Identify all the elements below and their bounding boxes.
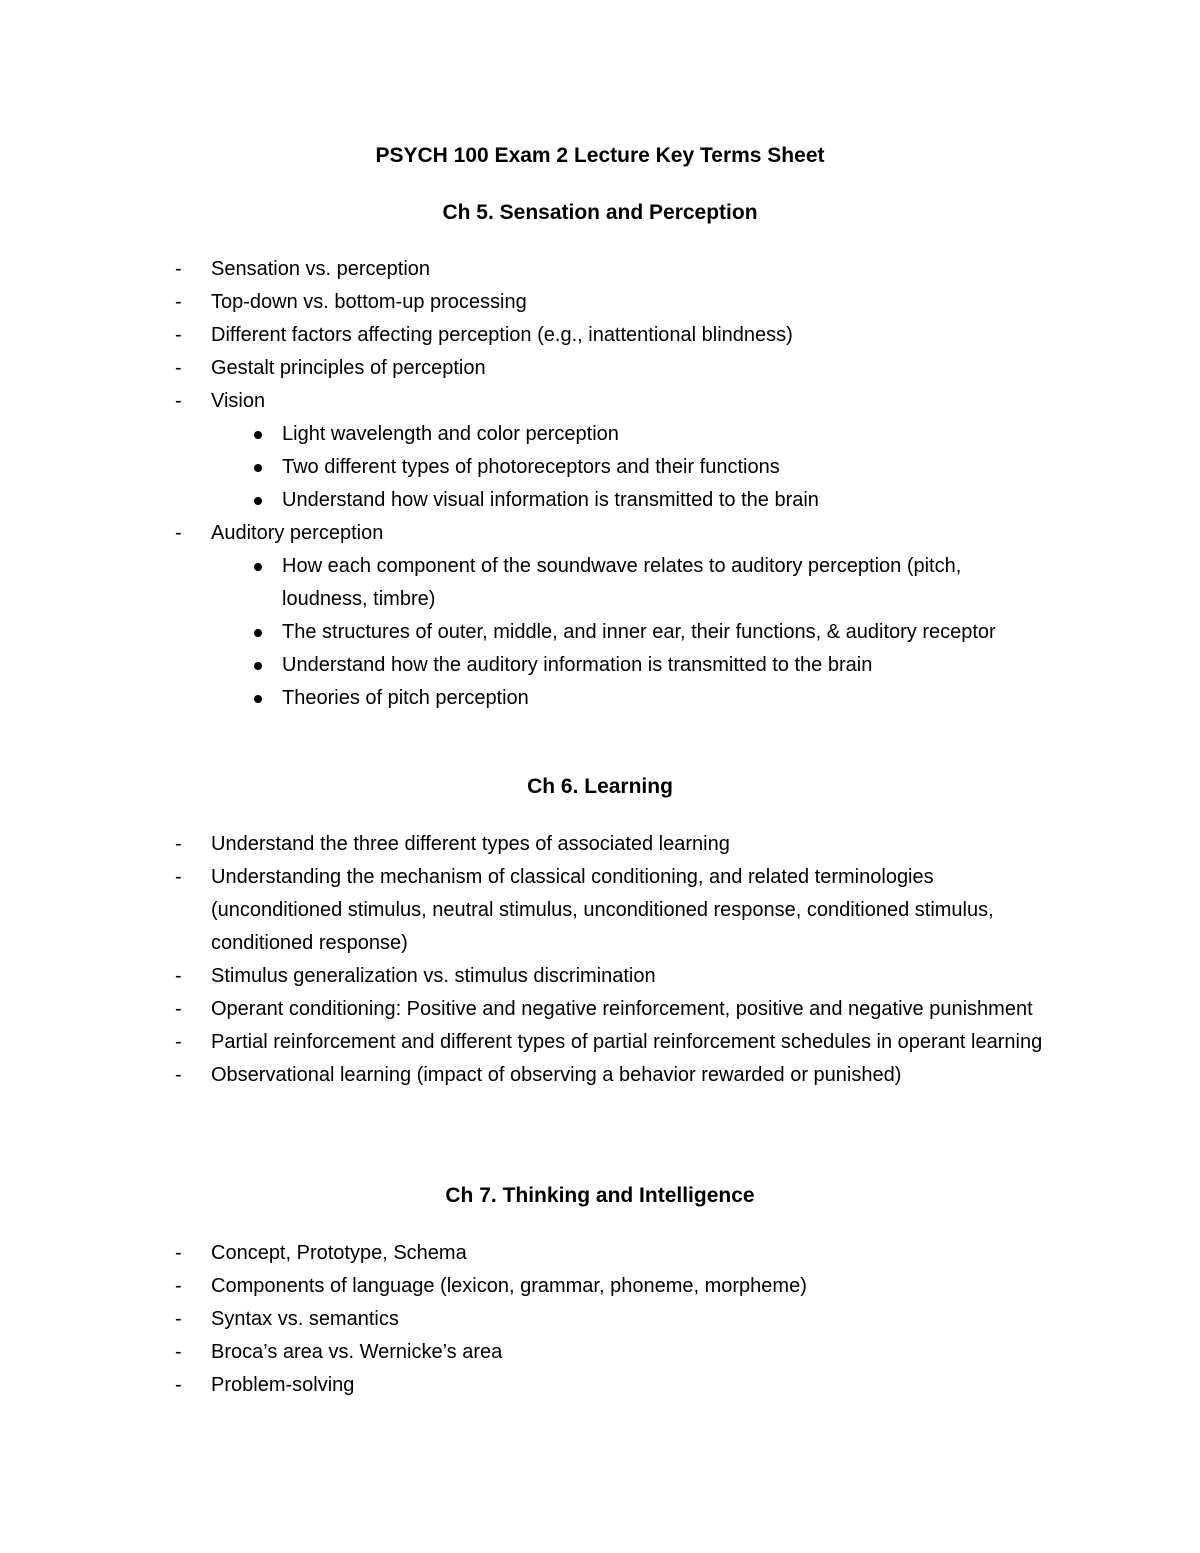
sub-list-item-text: Two different types of photoreceptors and their functions xyxy=(282,456,780,478)
sub-list-item-text: Light wavelength and color perception xyxy=(282,423,619,445)
list-item xyxy=(0,517,1051,715)
list-item-text: Problem-solving xyxy=(211,1374,355,1396)
list-item xyxy=(0,1270,1051,1303)
ch6-term-list xyxy=(0,828,1200,1092)
dash-marker: - xyxy=(175,291,182,313)
section-heading-ch6: Ch 6. Learning xyxy=(527,775,673,798)
list-item xyxy=(0,319,1051,352)
list-item-text: Partial reinforcement and different types of partial reinforcement schedules in operant learning xyxy=(211,1031,1043,1053)
list-item xyxy=(0,1237,1051,1270)
dash-marker: - xyxy=(175,390,182,412)
sub-list-item-text: How each component of the soundwave relates to auditory perception (pitch, loudness, timbre) xyxy=(282,555,962,610)
sub-list-item xyxy=(211,451,1042,484)
list-item-text: Observational learning (impact of observing a behavior rewarded or punished) xyxy=(211,1064,902,1086)
section-heading-ch7: Ch 7. Thinking and Intelligence xyxy=(445,1184,755,1207)
list-item-text: Gestalt principles of perception xyxy=(211,357,486,379)
list-item-text: Operant conditioning: Positive and negative reinforcement, positive and negative punishment xyxy=(211,998,1033,1020)
list-item-text: Different factors affecting perception (e.g., inattentional blindness) xyxy=(211,324,793,346)
list-item xyxy=(0,352,1051,385)
list-item xyxy=(0,1369,1051,1402)
sub-list-item xyxy=(211,418,1042,451)
list-item-text: Understanding the mechanism of classical conditioning, and related terminologies (unconditioned stimulus, neutral stimulus, unconditioned response, conditioned stimulus, conditioned response) xyxy=(211,866,994,954)
dash-marker: - xyxy=(175,998,182,1020)
list-item-text: Stimulus generalization vs. stimulus discrimination xyxy=(211,965,656,987)
sub-list-item xyxy=(211,616,1042,649)
list-item-text: Auditory perception xyxy=(211,522,384,544)
dash-marker: - xyxy=(175,324,182,346)
list-item-text: Top-down vs. bottom-up processing xyxy=(211,291,527,313)
dash-marker: - xyxy=(175,1242,182,1264)
document-title: PSYCH 100 Exam 2 Lecture Key Terms Sheet xyxy=(375,144,825,167)
list-item xyxy=(0,385,1051,517)
list-item xyxy=(0,1059,1051,1092)
list-item-text: Components of language (lexicon, grammar, phoneme, morpheme) xyxy=(211,1275,807,1297)
dash-marker: - xyxy=(175,522,182,544)
sub-list-item-text: The structures of outer, middle, and inner ear, their functions, & auditory receptor xyxy=(282,621,996,643)
bullet-icon xyxy=(254,563,262,571)
list-item xyxy=(0,253,1051,286)
dash-marker: - xyxy=(175,1275,182,1297)
dash-marker: - xyxy=(175,1341,182,1363)
sub-list-item xyxy=(211,484,1042,517)
bullet-icon xyxy=(254,695,262,703)
list-item xyxy=(0,993,1051,1026)
list-item-text: Concept, Prototype, Schema xyxy=(211,1242,467,1264)
list-item-text: Vision xyxy=(211,390,266,412)
bullet-icon xyxy=(254,464,262,472)
list-item xyxy=(0,1336,1051,1369)
list-item xyxy=(0,1026,1051,1059)
list-item-text: Understand the three different types of associated learning xyxy=(211,833,730,855)
sub-list-item-text: Understand how the auditory information is transmitted to the brain xyxy=(282,654,873,676)
sub-list-item xyxy=(211,682,1042,715)
dash-marker: - xyxy=(175,1374,182,1396)
bullet-icon xyxy=(254,431,262,439)
dash-marker: - xyxy=(175,866,182,888)
dash-marker: - xyxy=(175,357,182,379)
sub-list-item xyxy=(211,550,1042,616)
dash-marker: - xyxy=(175,258,182,280)
ch7-term-list xyxy=(0,1237,1200,1402)
bullet-icon xyxy=(254,629,262,637)
list-item-text: Broca’s area vs. Wernicke’s area xyxy=(211,1341,503,1363)
list-item xyxy=(0,1303,1051,1336)
dash-marker: - xyxy=(175,1308,182,1330)
list-item-text: Syntax vs. semantics xyxy=(211,1308,399,1330)
section-heading-ch5: Ch 5. Sensation and Perception xyxy=(442,201,758,224)
list-item xyxy=(0,286,1051,319)
list-item xyxy=(0,828,1051,861)
dash-marker: - xyxy=(175,965,182,987)
sub-list-item-text: Theories of pitch perception xyxy=(282,687,529,709)
list-item xyxy=(0,960,1051,993)
sub-list-item-text: Understand how visual information is transmitted to the brain xyxy=(282,489,819,511)
list-item-text: Sensation vs. perception xyxy=(211,258,431,280)
ch5-term-list xyxy=(0,253,1200,715)
dash-marker: - xyxy=(175,1064,182,1086)
bullet-icon xyxy=(254,497,262,505)
vision-subitem-list xyxy=(211,418,1051,517)
dash-marker: - xyxy=(175,1031,182,1053)
sub-list-item xyxy=(211,649,1042,682)
dash-marker: - xyxy=(175,833,182,855)
bullet-icon xyxy=(254,662,262,670)
auditory-subitem-list xyxy=(211,550,1051,715)
list-item xyxy=(0,861,1051,960)
